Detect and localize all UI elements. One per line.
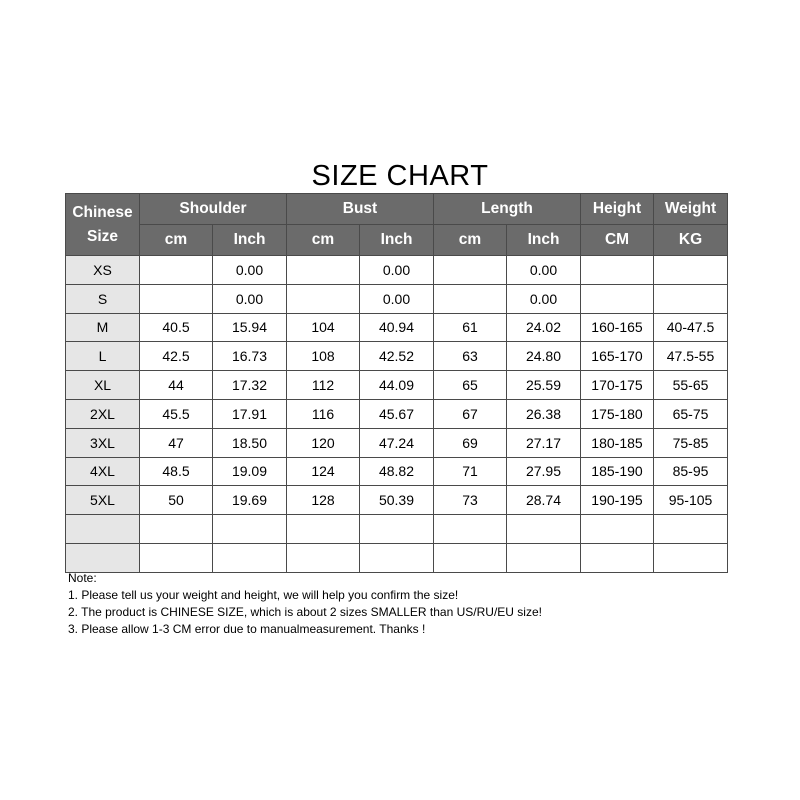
unit-header: Inch (213, 225, 287, 256)
measurement-cell (581, 284, 654, 313)
measurement-cell (434, 543, 507, 572)
measurement-cell: 0.00 (213, 256, 287, 285)
measurement-cell (213, 543, 287, 572)
note-line: 1. Please tell us your weight and height, we will help you confirm the size! (68, 588, 459, 602)
size-label-cell (66, 543, 140, 572)
size-label-cell: 5XL (66, 486, 140, 515)
measurement-cell: 15.94 (213, 313, 287, 342)
measurement-cell: 95-105 (654, 486, 728, 515)
weight-header: Weight (654, 194, 728, 225)
measurement-cell: 180-185 (581, 428, 654, 457)
measurement-cell (287, 543, 360, 572)
unit-header: CM (581, 225, 654, 256)
measurement-cell: 75-85 (654, 428, 728, 457)
measurement-cell: 61 (434, 313, 507, 342)
measurement-cell (654, 515, 728, 544)
measurement-cell (140, 515, 213, 544)
size-column-header (66, 194, 140, 256)
measurement-cell (654, 256, 728, 285)
measurement-cell (360, 543, 434, 572)
measurement-cell: 50.39 (360, 486, 434, 515)
note-line: 2. The product is CHINESE SIZE, which is about 2 sizes SMALLER than US/RU/EU size! (68, 605, 542, 619)
measurement-cell: 165-170 (581, 342, 654, 371)
unit-header: cm (434, 225, 507, 256)
measurement-cell: 0.00 (507, 256, 581, 285)
table-row (66, 543, 728, 572)
measurement-cell: 42.5 (140, 342, 213, 371)
table-row (66, 256, 728, 285)
table-row (66, 399, 728, 428)
measurement-cell (507, 515, 581, 544)
measurement-cell: 67 (434, 399, 507, 428)
measurement-cell: 26.38 (507, 399, 581, 428)
measurement-cell: 40-47.5 (654, 313, 728, 342)
table-row (66, 428, 728, 457)
length-header: Length (434, 194, 581, 225)
table-row (66, 515, 728, 544)
size-label-cell: L (66, 342, 140, 371)
measurement-cell: 69 (434, 428, 507, 457)
table-row (66, 486, 728, 515)
measurement-cell: 27.17 (507, 428, 581, 457)
unit-header: cm (140, 225, 213, 256)
measurement-cell: 47.24 (360, 428, 434, 457)
measurement-cell: 25.59 (507, 371, 581, 400)
unit-header: KG (654, 225, 728, 256)
measurement-cell: 44 (140, 371, 213, 400)
measurement-cell: 45.5 (140, 399, 213, 428)
measurement-cell (581, 256, 654, 285)
measurement-cell: 0.00 (360, 284, 434, 313)
measurement-cell: 48.82 (360, 457, 434, 486)
measurement-cell: 0.00 (360, 256, 434, 285)
size-label-cell: 3XL (66, 428, 140, 457)
measurement-cell (581, 515, 654, 544)
note-heading: Note: (68, 571, 97, 585)
measurement-cell (140, 284, 213, 313)
measurement-cell: 55-65 (654, 371, 728, 400)
measurement-cell: 19.69 (213, 486, 287, 515)
measurement-cell: 175-180 (581, 399, 654, 428)
measurement-cell: 40.5 (140, 313, 213, 342)
size-label-cell: XL (66, 371, 140, 400)
measurement-cell: 19.09 (213, 457, 287, 486)
measurement-cell: 28.74 (507, 486, 581, 515)
unit-header: Inch (360, 225, 434, 256)
bust-header: Bust (287, 194, 434, 225)
measurement-cell: 104 (287, 313, 360, 342)
shoulder-header: Shoulder (140, 194, 287, 225)
unit-header: Inch (507, 225, 581, 256)
measurement-cell: 45.67 (360, 399, 434, 428)
measurement-cell: 124 (287, 457, 360, 486)
measurement-cell: 17.91 (213, 399, 287, 428)
size-table (65, 193, 728, 573)
table-row (66, 313, 728, 342)
measurement-cell (287, 256, 360, 285)
measurement-cell: 63 (434, 342, 507, 371)
measurement-cell: 112 (287, 371, 360, 400)
unit-header: cm (287, 225, 360, 256)
measurement-cell: 73 (434, 486, 507, 515)
size-header-line1: Chinese (72, 203, 133, 221)
measurement-cell: 120 (287, 428, 360, 457)
measurement-cell: 85-95 (654, 457, 728, 486)
measurement-cell (140, 256, 213, 285)
measurement-cell: 0.00 (213, 284, 287, 313)
table-row (66, 342, 728, 371)
size-table-body (66, 256, 728, 573)
measurement-cell: 116 (287, 399, 360, 428)
size-header-line2: Size (86, 227, 118, 245)
size-label-cell: S (66, 284, 140, 313)
measurement-cell: 108 (287, 342, 360, 371)
measurement-cell: 65-75 (654, 399, 728, 428)
measurement-cell: 190-195 (581, 486, 654, 515)
measurement-cell: 185-190 (581, 457, 654, 486)
table-row (66, 457, 728, 486)
measurement-cell: 27.95 (507, 457, 581, 486)
measurement-cell: 160-165 (581, 313, 654, 342)
measurement-cell: 71 (434, 457, 507, 486)
measurement-cell: 42.52 (360, 342, 434, 371)
measurement-cell: 0.00 (507, 284, 581, 313)
table-row (66, 284, 728, 313)
measurement-cell: 50 (140, 486, 213, 515)
measurement-cell (360, 515, 434, 544)
measurement-cell: 48.5 (140, 457, 213, 486)
measurement-cell: 65 (434, 371, 507, 400)
measurement-cell (140, 543, 213, 572)
notes (68, 570, 542, 638)
size-label-cell (66, 515, 140, 544)
measurement-cell: 170-175 (581, 371, 654, 400)
measurement-cell: 24.80 (507, 342, 581, 371)
measurement-cell (434, 284, 507, 313)
measurement-cell: 16.73 (213, 342, 287, 371)
size-label-cell: 4XL (66, 457, 140, 486)
measurement-cell: 17.32 (213, 371, 287, 400)
measurement-cell (287, 515, 360, 544)
measurement-cell: 128 (287, 486, 360, 515)
measurement-cell: 40.94 (360, 313, 434, 342)
measurement-cell (654, 543, 728, 572)
note-line: 3. Please allow 1-3 CM error due to manualmeasurement. Thanks ! (68, 622, 426, 636)
measurement-cell (581, 543, 654, 572)
size-label-cell: 2XL (66, 399, 140, 428)
measurement-cell (213, 515, 287, 544)
measurement-cell: 47.5-55 (654, 342, 728, 371)
chart-title: SIZE CHART (311, 160, 489, 192)
height-header: Height (581, 194, 654, 225)
measurement-cell (434, 256, 507, 285)
measurement-cell (654, 284, 728, 313)
table-row (66, 371, 728, 400)
measurement-cell: 44.09 (360, 371, 434, 400)
measurement-cell (434, 515, 507, 544)
size-label-cell: M (66, 313, 140, 342)
measurement-cell (507, 543, 581, 572)
measurement-cell: 24.02 (507, 313, 581, 342)
measurement-cell (287, 284, 360, 313)
measurement-cell: 18.50 (213, 428, 287, 457)
measurement-cell: 47 (140, 428, 213, 457)
size-label-cell: XS (66, 256, 140, 285)
